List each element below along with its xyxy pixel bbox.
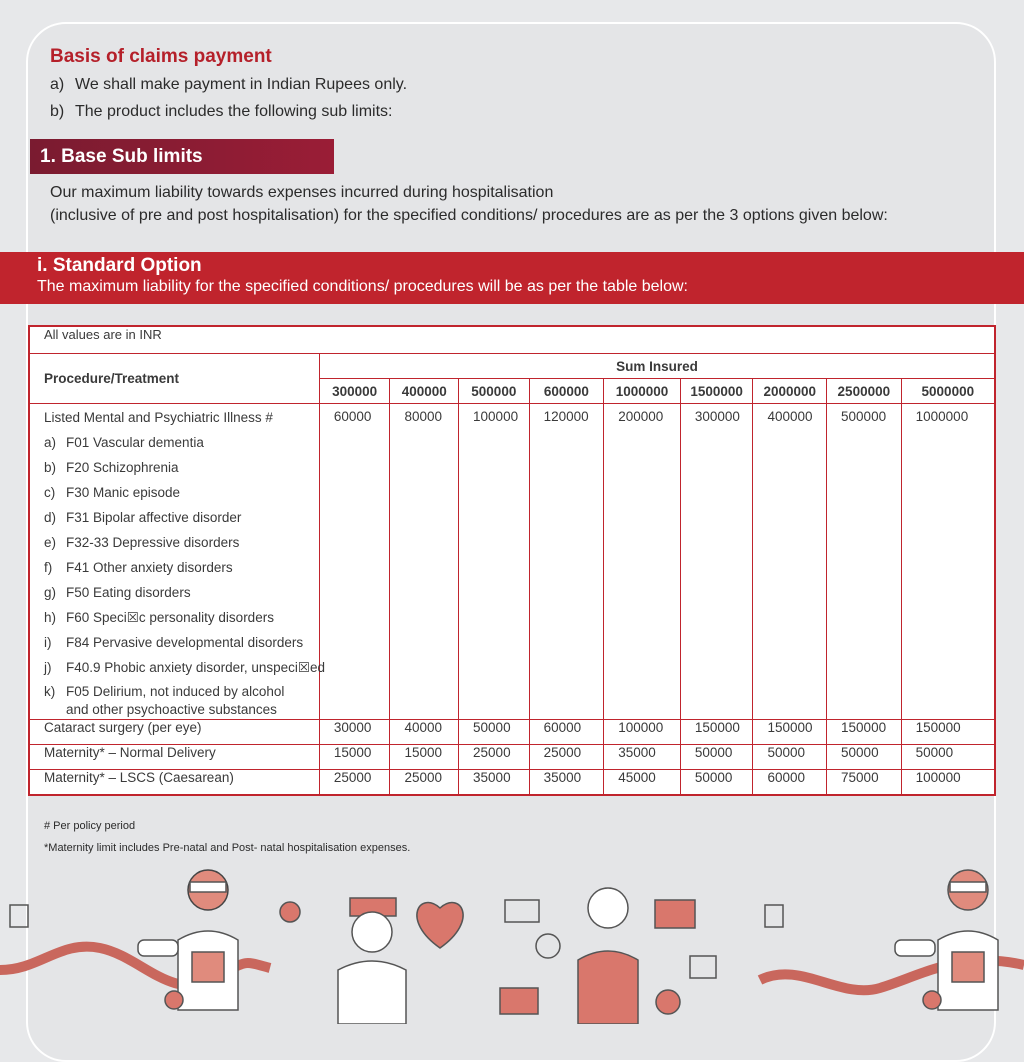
currency-note: All values are in INR xyxy=(29,326,995,354)
sub-limits-table xyxy=(28,325,996,796)
limit-value: 60000 xyxy=(529,720,604,745)
bank-icon xyxy=(690,956,716,978)
standard-option-banner xyxy=(0,252,1024,304)
clock-icon-right xyxy=(923,991,941,1009)
limit-value: 60000 xyxy=(753,770,827,796)
limit-value: 50000 xyxy=(827,745,902,770)
limit-value: 35000 xyxy=(459,770,530,796)
condition-item: d) F31 Bipolar affective disorder xyxy=(44,510,242,525)
base-sublimits-banner: 1. Base Sub limits xyxy=(30,139,334,174)
limit-value: 50000 xyxy=(680,745,753,770)
table-row xyxy=(29,720,995,745)
procedure-label: Maternity* – Normal Delivery xyxy=(29,745,319,770)
condition-item: e) F32-33 Depressive disorders xyxy=(44,535,240,550)
piggy-bank-icon xyxy=(656,990,680,1014)
limit-value: 50000 xyxy=(459,720,530,745)
mental-illness-cell xyxy=(29,404,326,720)
limit-value: 50000 xyxy=(680,770,753,796)
mental-illness-label: Listed Mental and Psychiatric Illness # xyxy=(44,410,273,425)
procedure-label: Maternity* – LSCS (Caesarean) xyxy=(29,770,319,796)
limit-value: 150000 xyxy=(680,720,753,745)
procedure-label: Cataract surgery (per eye) xyxy=(29,720,319,745)
sum-insured-col: 600000 xyxy=(529,379,604,404)
lifebuoy-icon xyxy=(280,902,300,922)
condition-item: a) F01 Vascular dementia xyxy=(44,435,204,450)
wallet-icon xyxy=(500,988,538,1014)
person-right-icon xyxy=(938,870,998,1010)
mental-limit-value: 400000 xyxy=(753,404,827,720)
sum-insured-col: 500000 xyxy=(459,379,530,404)
condition-item: c) F30 Manic episode xyxy=(44,485,181,500)
limit-value: 30000 xyxy=(319,720,390,745)
footnote-policy: # Per policy period xyxy=(44,820,136,832)
sum-insured-col: 1500000 xyxy=(680,379,753,404)
limit-value: 150000 xyxy=(901,720,995,745)
sum-insured-col: 2500000 xyxy=(827,379,902,404)
table-row xyxy=(29,770,995,796)
sum-insured-col: 2000000 xyxy=(753,379,827,404)
section-heading: Basis of claims payment xyxy=(50,46,272,67)
limit-value: 100000 xyxy=(604,720,681,745)
decorative-illustration xyxy=(0,860,1024,1024)
condition-list xyxy=(44,430,326,719)
mental-limit-value: 500000 xyxy=(827,404,902,720)
point-b: b) The product includes the following sub limits: xyxy=(50,103,393,120)
sum-insured-header: Sum Insured xyxy=(319,354,995,379)
chart-icon-right xyxy=(765,905,783,927)
condition-item: j) F40.9 Phobic anxiety disorder, unspeci☒ed xyxy=(44,660,326,675)
ambulance-icon xyxy=(505,900,539,922)
limit-value: 15000 xyxy=(319,745,390,770)
limit-value: 35000 xyxy=(529,770,604,796)
limit-value: 50000 xyxy=(901,745,995,770)
footnote-maternity: *Maternity limit includes Pre-natal and Post- natal hospitalisation expenses. xyxy=(44,842,411,854)
condition-item: i) F84 Pervasive developmental disorders xyxy=(44,635,304,650)
heart-icon xyxy=(417,903,463,948)
option-title: i. Standard Option xyxy=(37,255,202,276)
mental-limit-value: 80000 xyxy=(390,404,459,720)
limit-value: 50000 xyxy=(753,745,827,770)
intro-line-1: Our maximum liability towards expenses incurred during hospitalisation xyxy=(50,184,554,201)
option-subtitle: The maximum liability for the specified conditions/ procedures will be as per the table below: xyxy=(37,278,688,295)
mental-limit-value: 300000 xyxy=(680,404,753,720)
globe-icon xyxy=(536,934,560,958)
limit-value: 150000 xyxy=(827,720,902,745)
person-left-icon xyxy=(178,870,238,1010)
mental-limit-value: 60000 xyxy=(319,404,390,720)
limit-value: 25000 xyxy=(390,770,459,796)
condition-item: b) F20 Schizophrenia xyxy=(44,460,179,475)
sum-insured-col: 400000 xyxy=(390,379,459,404)
car-icon-left xyxy=(138,940,178,956)
point-a: a) We shall make payment in Indian Rupees only. xyxy=(50,76,408,93)
mental-limit-value: 100000 xyxy=(459,404,530,720)
mental-limit-value: 1000000 xyxy=(901,404,995,720)
condition-item: f) F41 Other anxiety disorders xyxy=(44,560,233,575)
limit-value: 25000 xyxy=(319,770,390,796)
limit-value: 100000 xyxy=(901,770,995,796)
mental-limit-value: 200000 xyxy=(604,404,681,720)
nurse-icon xyxy=(338,898,406,1024)
sum-insured-col: 300000 xyxy=(319,379,390,404)
sum-insured-col: 1000000 xyxy=(604,379,681,404)
businessman-icon xyxy=(578,888,638,1024)
condition-item: h) F60 Speci☒c personality disorders xyxy=(44,610,274,625)
condition-item: g) F50 Eating disorders xyxy=(44,585,191,600)
condition-item: k) F05 Delirium, not induced by alcohol and other psychoactive substances xyxy=(44,684,285,717)
limit-value: 75000 xyxy=(827,770,902,796)
car-icon-right xyxy=(895,940,935,956)
briefcase-icon xyxy=(655,900,695,928)
limit-value: 25000 xyxy=(529,745,604,770)
procedure-header: Procedure/Treatment xyxy=(29,354,319,404)
limit-value: 25000 xyxy=(459,745,530,770)
chart-icon-left xyxy=(10,905,28,927)
limit-value: 35000 xyxy=(604,745,681,770)
mental-limit-value: 120000 xyxy=(529,404,604,720)
limit-value: 150000 xyxy=(753,720,827,745)
sum-insured-col: 5000000 xyxy=(901,379,995,404)
intro-line-2: (inclusive of pre and post hospitalisation) for the specified conditions/ procedures are as per the 3 options given below: xyxy=(50,207,888,224)
table-row xyxy=(29,745,995,770)
limit-value: 45000 xyxy=(604,770,681,796)
clock-icon-left xyxy=(165,991,183,1009)
limit-value: 40000 xyxy=(390,720,459,745)
limit-value: 15000 xyxy=(390,745,459,770)
